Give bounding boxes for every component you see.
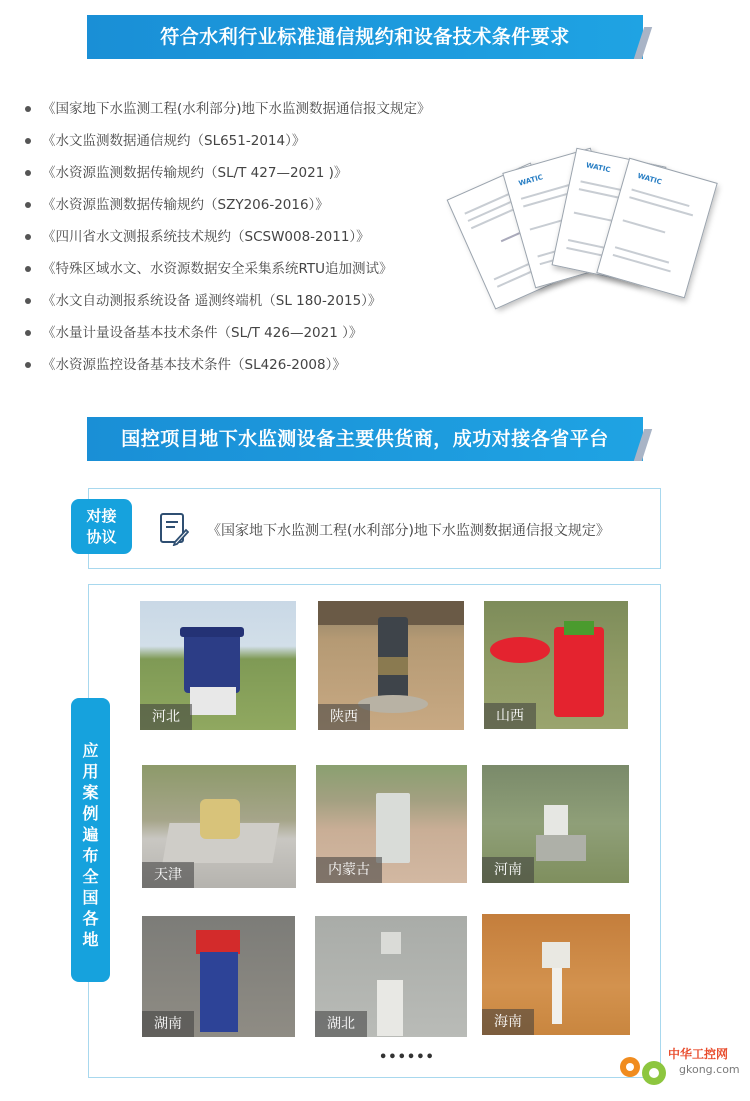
case-photo-hubei xyxy=(315,916,467,1037)
protocol-tag-line1: 对接 xyxy=(86,507,117,525)
standard-text: 《水资源监测数据传输规约（SZY206-2016）》 xyxy=(42,197,329,213)
case-label: 湖南 xyxy=(142,1011,194,1037)
watic-logo: WATIC xyxy=(636,171,663,187)
standard-text: 《水量计量设备基本技术条件（SL/T 426—2021 ）》 xyxy=(42,325,363,341)
cases-tag-char: 布 xyxy=(82,846,99,865)
standard-text: 《特殊区域水文、水资源数据安全采集系统RTU追加测试》 xyxy=(42,261,393,277)
case-photo-henan xyxy=(482,765,629,883)
document-edit-icon xyxy=(159,512,189,546)
protocol-text: 《国家地下水监测工程(水利部分)地下水监测数据通信报文规定》 xyxy=(207,523,610,539)
cases-tag-char: 案 xyxy=(82,783,99,802)
bullet-icon xyxy=(25,138,31,144)
cases-tag xyxy=(71,698,110,982)
list-item xyxy=(22,288,452,320)
case-label: 河南 xyxy=(482,857,534,883)
cases-tag-char: 全 xyxy=(82,867,99,886)
cases-tag-char: 用 xyxy=(82,762,99,781)
bullet-icon xyxy=(25,362,31,368)
list-item xyxy=(22,96,452,128)
case-photo-hainan xyxy=(482,914,630,1035)
list-item xyxy=(22,160,452,192)
watic-logo: WATIC xyxy=(585,161,612,175)
watermark-url: gkong.com xyxy=(679,1063,740,1076)
cases-tag-char: 应 xyxy=(82,741,99,760)
standard-text: 《国家地下水监测工程(水利部分)地下水监测数据通信报文规定》 xyxy=(42,101,431,117)
cases-tag-char: 各 xyxy=(82,909,99,928)
case-label: 海南 xyxy=(482,1009,534,1035)
bullet-icon xyxy=(25,202,31,208)
bullet-icon xyxy=(25,234,31,240)
list-item xyxy=(22,320,452,352)
cases-tag-char: 地 xyxy=(82,930,99,949)
protocol-tag-line2: 协议 xyxy=(86,528,117,546)
list-item xyxy=(22,192,452,224)
case-label: 陕西 xyxy=(318,704,370,730)
standards-list xyxy=(22,96,452,384)
case-photo-shaanxi xyxy=(318,601,464,730)
bullet-icon xyxy=(25,298,31,304)
bullet-icon xyxy=(25,266,31,272)
list-item xyxy=(22,128,452,160)
bullet-icon xyxy=(25,170,31,176)
list-item xyxy=(22,224,452,256)
case-photo-neimenggu xyxy=(316,765,467,883)
case-label: 湖北 xyxy=(315,1011,367,1037)
standard-text: 《水文监测数据通信规约（SL651-2014）》 xyxy=(42,133,306,149)
case-label: 天津 xyxy=(142,862,194,888)
case-photo-shanxi xyxy=(484,601,628,729)
case-photo-hunan xyxy=(142,916,295,1037)
section-title-cases: 国控项目地下水监测设备主要供货商，成功对接各省平台 xyxy=(87,417,643,461)
case-photo-hebei xyxy=(140,601,296,730)
section-title-standards: 符合水利行业标准通信规约和设备技术条件要求 xyxy=(87,15,643,59)
standard-text: 《水文自动测报系统设备 遥测终端机（SL 180-2015）》 xyxy=(42,293,382,309)
protocol-tag xyxy=(71,499,132,554)
watermark-text: 中华工控网 xyxy=(668,1047,729,1061)
cases-tag-text xyxy=(71,740,110,950)
standard-text: 《水资源监测数据传输规约（SL/T 427—2021 )》 xyxy=(42,165,348,181)
watic-logo: WATIC xyxy=(517,173,544,188)
cases-tag-char: 遍 xyxy=(82,825,99,844)
test-report-documents-image xyxy=(455,150,725,330)
standard-text: 《水资源监控设备基本技术条件（SL426-2008）》 xyxy=(42,357,346,373)
bullet-icon xyxy=(25,330,31,336)
case-label: 内蒙古 xyxy=(316,857,382,883)
list-item xyxy=(22,256,452,288)
case-label: 河北 xyxy=(140,704,192,730)
case-photo-tianjin xyxy=(142,765,296,888)
more-ellipsis: •••••• xyxy=(379,1050,435,1065)
case-label: 山西 xyxy=(484,703,536,729)
list-item xyxy=(22,352,452,384)
cases-tag-char: 例 xyxy=(82,804,99,823)
standard-text: 《四川省水文测报系统技术规约（SCSW008-2011）》 xyxy=(42,229,370,245)
cases-tag-char: 国 xyxy=(82,888,99,907)
bullet-icon xyxy=(25,106,31,112)
